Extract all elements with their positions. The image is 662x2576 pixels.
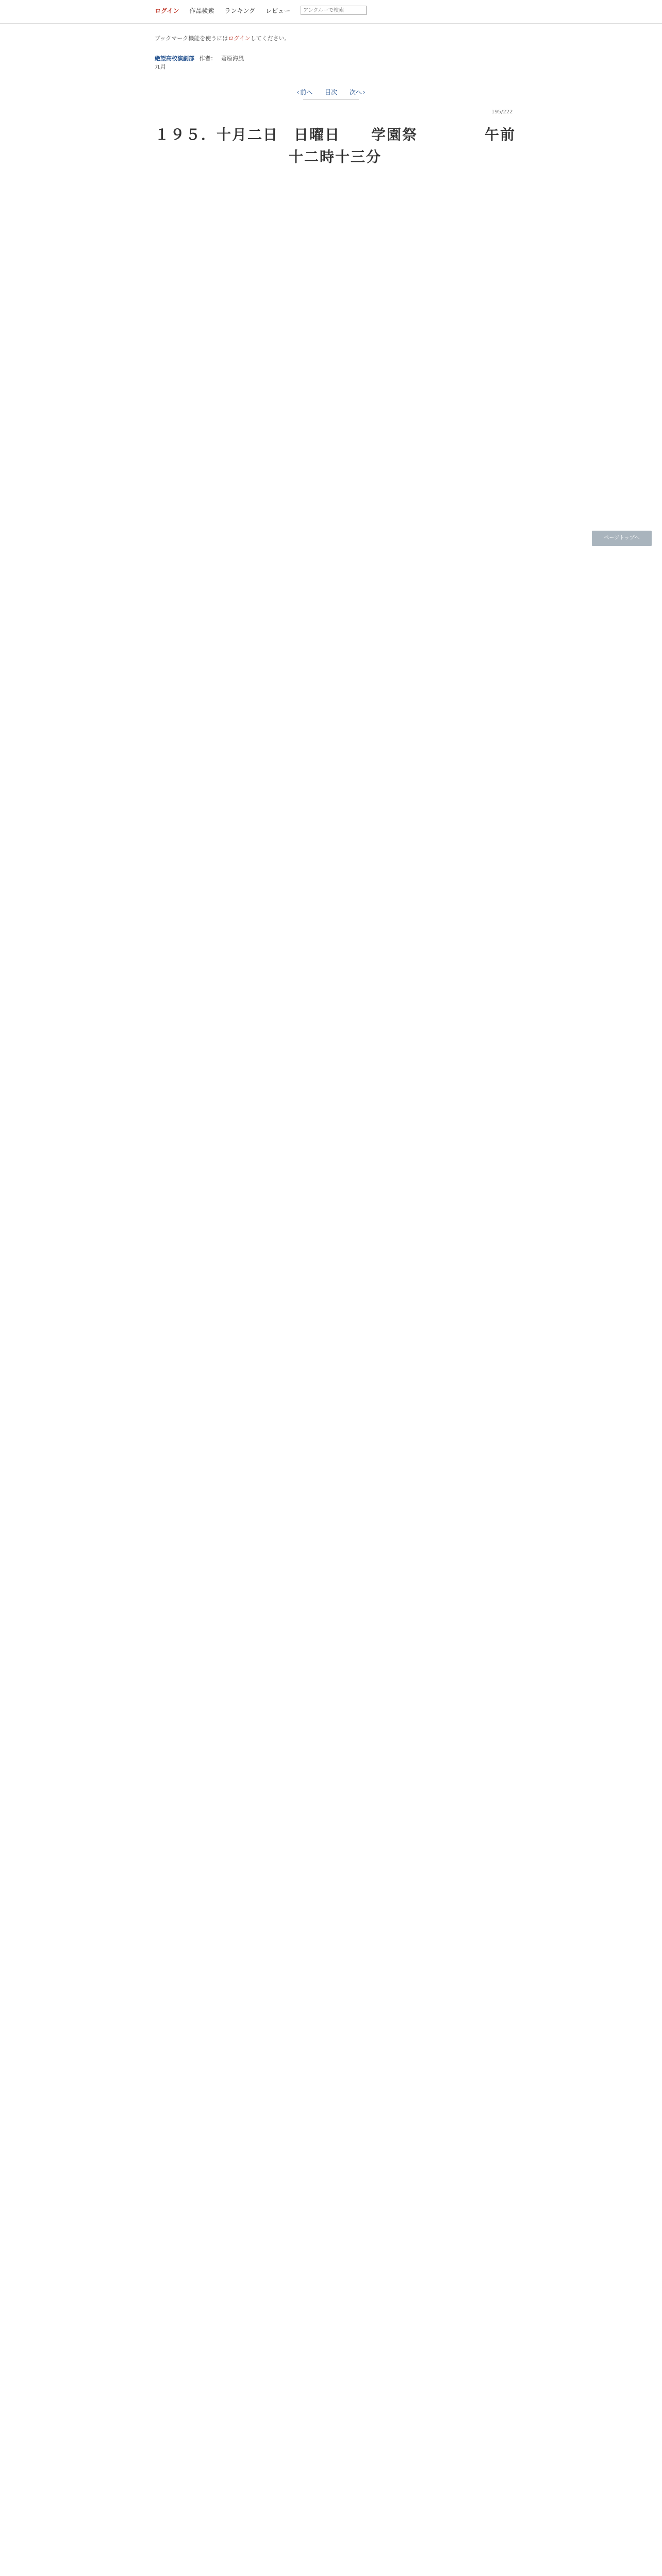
author-name[interactable]: 蒼原海風 bbox=[221, 55, 244, 62]
top-navigation bbox=[155, 6, 367, 15]
chevron-right-icon: › bbox=[362, 89, 366, 96]
author-name-secondary: 九月 bbox=[155, 63, 166, 70]
work-title[interactable]: 絶望高校演劇部 bbox=[155, 55, 194, 62]
episode-pager bbox=[0, 88, 662, 96]
works-link[interactable]: 作品検索 bbox=[189, 7, 214, 14]
episode-title-main: １９５．十月二日 日曜日 学園祭 bbox=[155, 126, 418, 143]
pager-divider bbox=[303, 99, 359, 100]
episode-title-right: 午前 bbox=[484, 126, 516, 143]
notice-suffix: してください。 bbox=[250, 35, 290, 42]
ranking-link[interactable]: ランキング bbox=[224, 7, 256, 14]
login-link[interactable]: ログイン bbox=[155, 7, 179, 14]
bookmark-notice bbox=[155, 34, 290, 42]
episode-title bbox=[155, 124, 516, 144]
page-top-button[interactable]: ページトップへ bbox=[592, 531, 652, 546]
next-link[interactable] bbox=[350, 89, 367, 96]
prev-label: 前へ bbox=[300, 89, 313, 96]
episode-number: 195/222 bbox=[491, 109, 513, 115]
work-info bbox=[155, 55, 244, 71]
prev-link[interactable] bbox=[295, 89, 312, 96]
episode-subtitle: 十二時十三分 bbox=[288, 148, 382, 165]
top-bar bbox=[0, 0, 662, 24]
next-label: 次へ bbox=[349, 89, 362, 96]
search-input[interactable] bbox=[301, 6, 367, 15]
notice-login-link[interactable]: ログイン bbox=[228, 35, 251, 42]
chevron-left-icon: ‹ bbox=[296, 89, 300, 96]
review-link[interactable]: レビュー bbox=[266, 7, 291, 14]
author-label: 作者： bbox=[199, 55, 217, 62]
notice-prefix: ブックマーク機能を使うには bbox=[155, 35, 228, 42]
toc-link[interactable]: 目次 bbox=[324, 89, 337, 96]
